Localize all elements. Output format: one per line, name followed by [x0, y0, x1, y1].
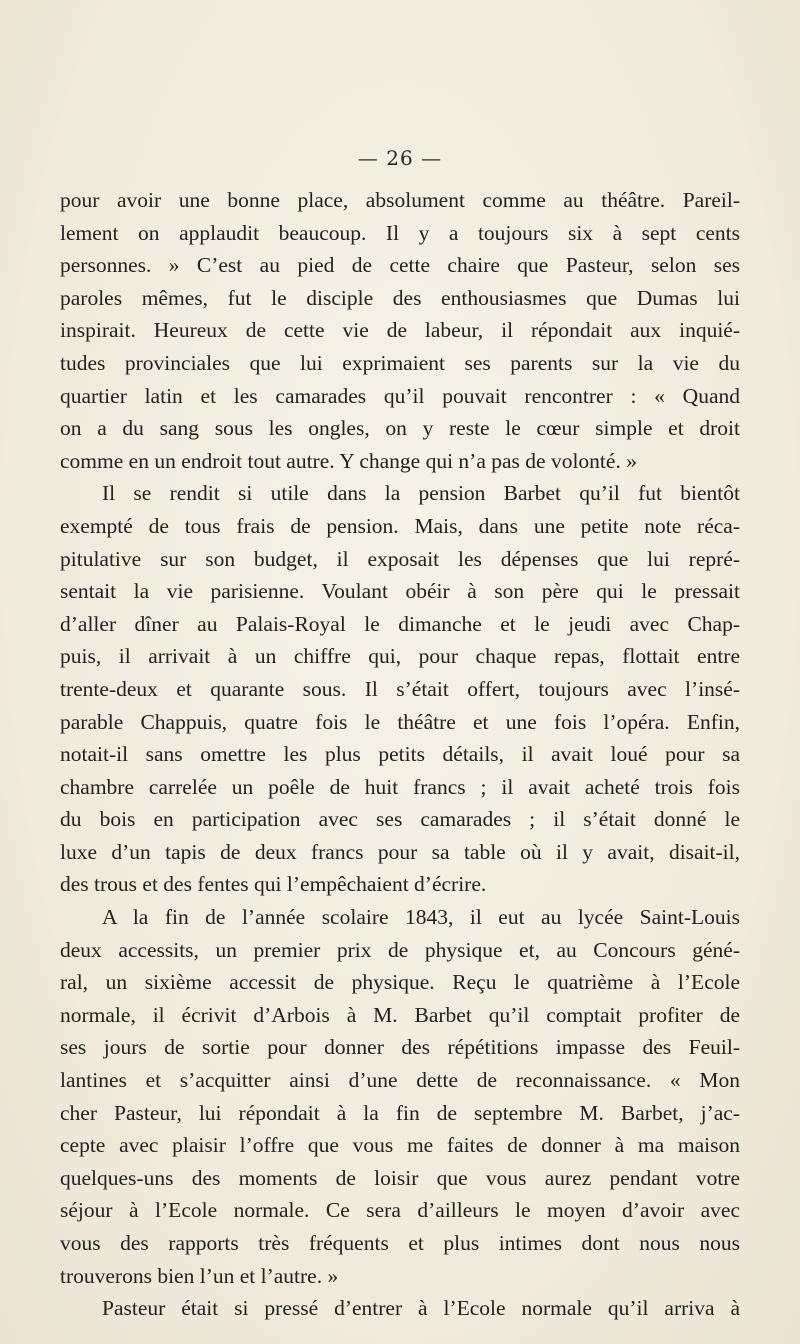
text-line: quelques-uns des moments de loisir que vous aurez pendant votre	[60, 1165, 740, 1190]
text-line: quartier latin et les camarades qu’il pouvait rencontrer : « Quand	[60, 383, 740, 408]
text-line: lantines et s’acquitter ainsi d’une dette de reconnaissance. « Mon	[60, 1068, 740, 1093]
text-line: chambre carrelée un poêle de huit francs ; il avait acheté trois fois	[60, 774, 740, 799]
text-line: cepte avec plaisir l’offre que vous me faites de donner à ma maison	[60, 1133, 740, 1158]
text-line: trouverons bien l’un et l’autre. »	[60, 1263, 339, 1288]
text-line: tudes provinciales que lui exprimaient ses parents sur la vie du	[60, 350, 740, 375]
text-line: personnes. » C’est au pied de cette chaire que Pasteur, selon ses	[60, 253, 740, 278]
text-line: deux accessits, un premier prix de physique et, au Concours géné-	[60, 937, 740, 962]
text-line: sentait la vie parisienne. Voulant obéir à son père qui le pressait	[60, 579, 740, 604]
text-line: comme en un endroit tout autre. Y change qui n’a pas de volonté. »	[60, 448, 637, 473]
text-line: d’aller dîner au Palais-Royal le dimanche et le jeudi avec Chap-	[60, 611, 740, 636]
text-line: Il se rendit si utile dans la pension Barbet qu’il fut bientôt	[102, 481, 740, 506]
text-line: on a du sang sous les ongles, on y reste le cœur simple et droit	[60, 416, 740, 441]
text-line: notait-il sans omettre les plus petits détails, il avait loué pour sa	[60, 742, 740, 767]
text-line: séjour à l’Ecole normale. Ce sera d’ailleurs le moyen d’avoir avec	[60, 1198, 740, 1223]
text-line: du bois en participation avec ses camarades ; il s’était donné le	[60, 807, 740, 832]
text-line: pour avoir une bonne place, absolument comme au théâtre. Pareil-	[60, 188, 740, 212]
text-line: des trous et des fentes qui l’empêchaient d’écrire.	[60, 872, 487, 897]
text-line: trente-deux et quarante sous. Il s’était offert, toujours avec l’insé-	[60, 676, 740, 701]
text-line: luxe d’un tapis de deux francs pour sa table où il y avait, disait-il,	[60, 839, 740, 864]
text-line: paroles mêmes, fut le disciple des enthousiasmes que Dumas lui	[60, 285, 740, 310]
text-line: vous des rapports très fréquents et plus intimes dont nous nous	[60, 1231, 740, 1255]
text-line: normale, il écrivit d’Arbois à M. Barbet qu’il comptait profiter de	[60, 1002, 740, 1027]
text-line: lement on applaudit beaucoup. Il y a toujours six à sept cents	[60, 220, 740, 245]
text-line: ral, un sixième accessit de physique. Reçu le quatrième à l’Ecole	[60, 970, 740, 995]
body-text	[60, 184, 740, 1325]
text-line: inspirait. Heureux de cette vie de labeur, il répondait aux inquié-	[60, 318, 740, 343]
text-line: Pasteur était si pressé d’entrer à l’Ecole normale qu’il arriva à	[102, 1296, 740, 1321]
text-line: A la fin de l’année scolaire 1843, il eut au lycée Saint-Louis	[102, 905, 740, 930]
text-line: cher Pasteur, lui répondait à la fin de septembre M. Barbet, j’ac-	[60, 1100, 740, 1125]
text-line: puis, il arrivait à un chiffre qui, pour chaque repas, flottait entre	[60, 644, 740, 669]
text-line: exempté de tous frais de pension. Mais, dans une petite note réca-	[60, 513, 740, 538]
text-line: parable Chappuis, quatre fois le théâtre et une fois l’opéra. Enfin,	[60, 709, 740, 734]
text-line: ses jours de sortie pour donner des répétitions impasse des Feuil-	[60, 1035, 740, 1060]
text-line: pitulative sur son budget, il exposait les dépenses que lui repré-	[60, 546, 740, 571]
page-number: — 26 —	[357, 146, 443, 170]
